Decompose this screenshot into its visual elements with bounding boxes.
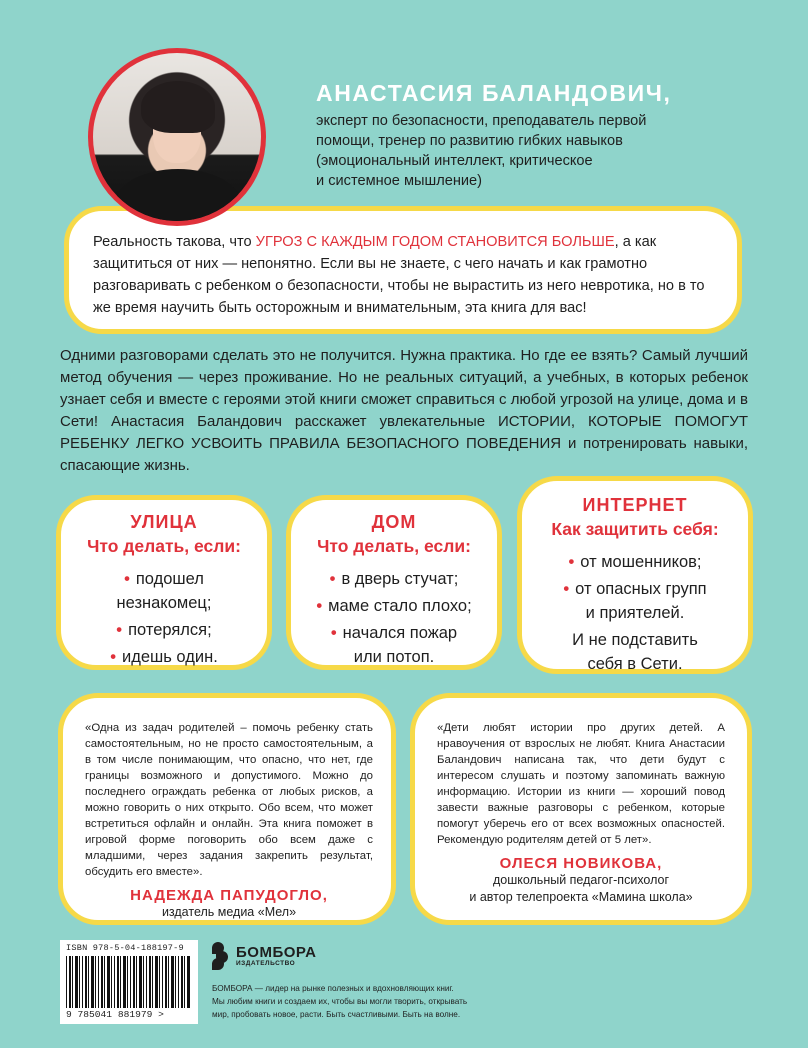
item-text: начался пожар — [342, 624, 458, 642]
intro-highlight: УГРОЗ С КАЖДЫМ ГОДОМ СТАНОВИТСЯ БОЛЬШЕ — [255, 234, 615, 250]
bullet-icon: • — [110, 648, 116, 666]
card-title: ДОМ — [371, 512, 417, 532]
list-item — [291, 621, 497, 645]
quote-text: «Одна из задач родителей – помочь ребенку стать самостоятельным, но не просто самостоятельным, а в том числе понимающим, что опасно, что нет, где границы возможного и допустимого. Можно до последнего ограждать ребенка от любых рисков, а можно говорить о них открыто. Обо всем, что может встретиться офлайн и онлайн. Эта книга поможет в игровой форме поговорить обо всем даже с младшими, через задания закрепить результат, обсудить его вместе». — [85, 722, 373, 878]
bullet-icon: • — [330, 624, 337, 642]
card-extra-line: себя в Сети. — [587, 655, 683, 673]
barcode-bars — [66, 956, 190, 1008]
item-text: идешь один. — [121, 648, 218, 666]
list-item — [291, 567, 497, 591]
bullet-icon: • — [329, 570, 336, 588]
quote-right — [410, 693, 752, 925]
author-desc-line: эксперт по безопасности, преподаватель первой — [316, 113, 647, 129]
list-item — [61, 618, 267, 642]
list-item — [61, 567, 267, 591]
quote-text: «Дети любят истории про других детей. А нравоучения от взрослых не любят. Книга Анастасии Баландович написана так, что дети будут с интересом слушать и поэтому запоминать важную информацию. Истории из книги — хороший повод завести важные разговоры с ребенком, которые помогут уберечь его от всех возможных опасностей. Рекомендую родителям детей от 5 лет». — [437, 722, 725, 846]
quote-author: НАДЕЖДА ПАПУДОГЛО, — [130, 887, 328, 904]
item-text: от мошенников; — [580, 553, 702, 571]
quote-left — [58, 693, 396, 925]
publisher-mark-icon — [212, 942, 230, 970]
card-street — [56, 495, 272, 670]
quote-author-role: издатель медиа «Мел» — [161, 905, 297, 919]
card-list — [522, 550, 748, 676]
photo-hair — [141, 81, 215, 133]
card-internet — [517, 476, 753, 674]
card-list — [61, 567, 267, 669]
intro-text-start: Реальность такова, что — [93, 234, 256, 250]
slogan-line: Мы любим книги и создаем их, чтобы вы могли творить, открывать — [212, 997, 468, 1006]
list-item — [522, 577, 748, 601]
item-text: в дверь стучат; — [341, 570, 459, 588]
author-desc-line: и системное мышление) — [316, 173, 483, 189]
item-text: от опасных групп — [575, 580, 707, 598]
isbn-number: ISBN 978-5-04-188197-9 — [66, 943, 184, 953]
publisher-name: БОМБОРА — [236, 944, 317, 961]
quote-author-role: дошкольный педагог-психолог — [492, 873, 670, 887]
barcode-digits: 9 785041 881979 > — [66, 1009, 164, 1020]
item-text: маме стало плохо; — [328, 597, 472, 615]
main-paragraph: Одними разговорами сделать это не получится. Нужна практика. Но где ее взять? Самый лучший метод обучения — через проживание. Но не реальных ситуаций, а учебных, в которых ребенок узнает себя и вместе с героями этой книги сможет справиться с любой угрозой на улице, дома и в Сети! Анастасия Баландович расскажет увлекательные ИСТОРИИ, КОТОРЫЕ ПОМОГУТ РЕБЕНКУ ЛЕГКО УСВОИТЬ ПРАВИЛА БЕЗОПАСНОГО ПОВЕДЕНИЯ и потренировать навыки, спасающие жизнь. — [60, 347, 748, 474]
item-text: потерялся; — [128, 621, 212, 639]
author-desc-line: (эмоциональный интеллект, критическое — [316, 153, 593, 169]
publisher-slogan — [212, 982, 512, 1021]
card-subtitle: Что делать, если: — [317, 536, 471, 556]
card-list — [291, 567, 497, 669]
intro-text-end: , а как защититься от них — непонятно. Если вы не знаете, с чего начать и как грамотно разговаривать с ребенком о безопасности, чтобы не вырастить из него невротика, но в то же время научить быть осторожным и внимательным, эта книга для вас! — [93, 234, 705, 316]
item-text: подошел — [135, 570, 204, 588]
author-description — [316, 111, 736, 191]
quote-author: ОЛЕСЯ НОВИКОВА, — [499, 855, 663, 872]
bullet-icon: • — [563, 580, 570, 598]
bullet-icon: • — [316, 597, 323, 615]
card-extra-line: И не подставить — [572, 631, 698, 649]
author-portrait — [88, 48, 266, 226]
author-name: АНАСТАСИЯ БАЛАНДОВИЧ, — [316, 80, 672, 106]
list-item-continuation: и приятелей. — [585, 604, 685, 622]
bullet-icon: • — [116, 621, 123, 639]
slogan-line: БОМБОРА — лидер на рынке полезных и вдохновляющих книг. — [212, 984, 454, 993]
list-item — [291, 594, 497, 618]
publisher-logo — [212, 940, 352, 972]
photo-body — [115, 169, 241, 221]
list-item — [61, 645, 267, 669]
bullet-icon: • — [568, 553, 575, 571]
bullet-icon: • — [124, 570, 130, 588]
author-desc-line: помощи, тренер по развитию гибких навыков — [316, 133, 623, 149]
card-home — [286, 495, 502, 670]
quote-author-role: и автор телепроекта «Мамина школа» — [469, 890, 693, 904]
list-item — [522, 550, 748, 574]
barcode — [60, 940, 198, 1024]
author-photo — [93, 53, 261, 221]
list-item-continuation: незнакомец; — [116, 594, 212, 612]
card-subtitle: Что делать, если: — [87, 536, 241, 556]
publisher-kind: ИЗДАТЕЛЬСТВО — [236, 960, 296, 967]
card-title: ИНТЕРНЕТ — [582, 495, 688, 515]
card-title: УЛИЦА — [130, 512, 198, 532]
list-item-continuation: или потоп. — [353, 648, 435, 666]
card-subtitle: Как защитить себя: — [551, 519, 719, 539]
slogan-line: мир, пробовать новое, расти. Быть счастливыми. Быть на волне. — [212, 1010, 461, 1019]
